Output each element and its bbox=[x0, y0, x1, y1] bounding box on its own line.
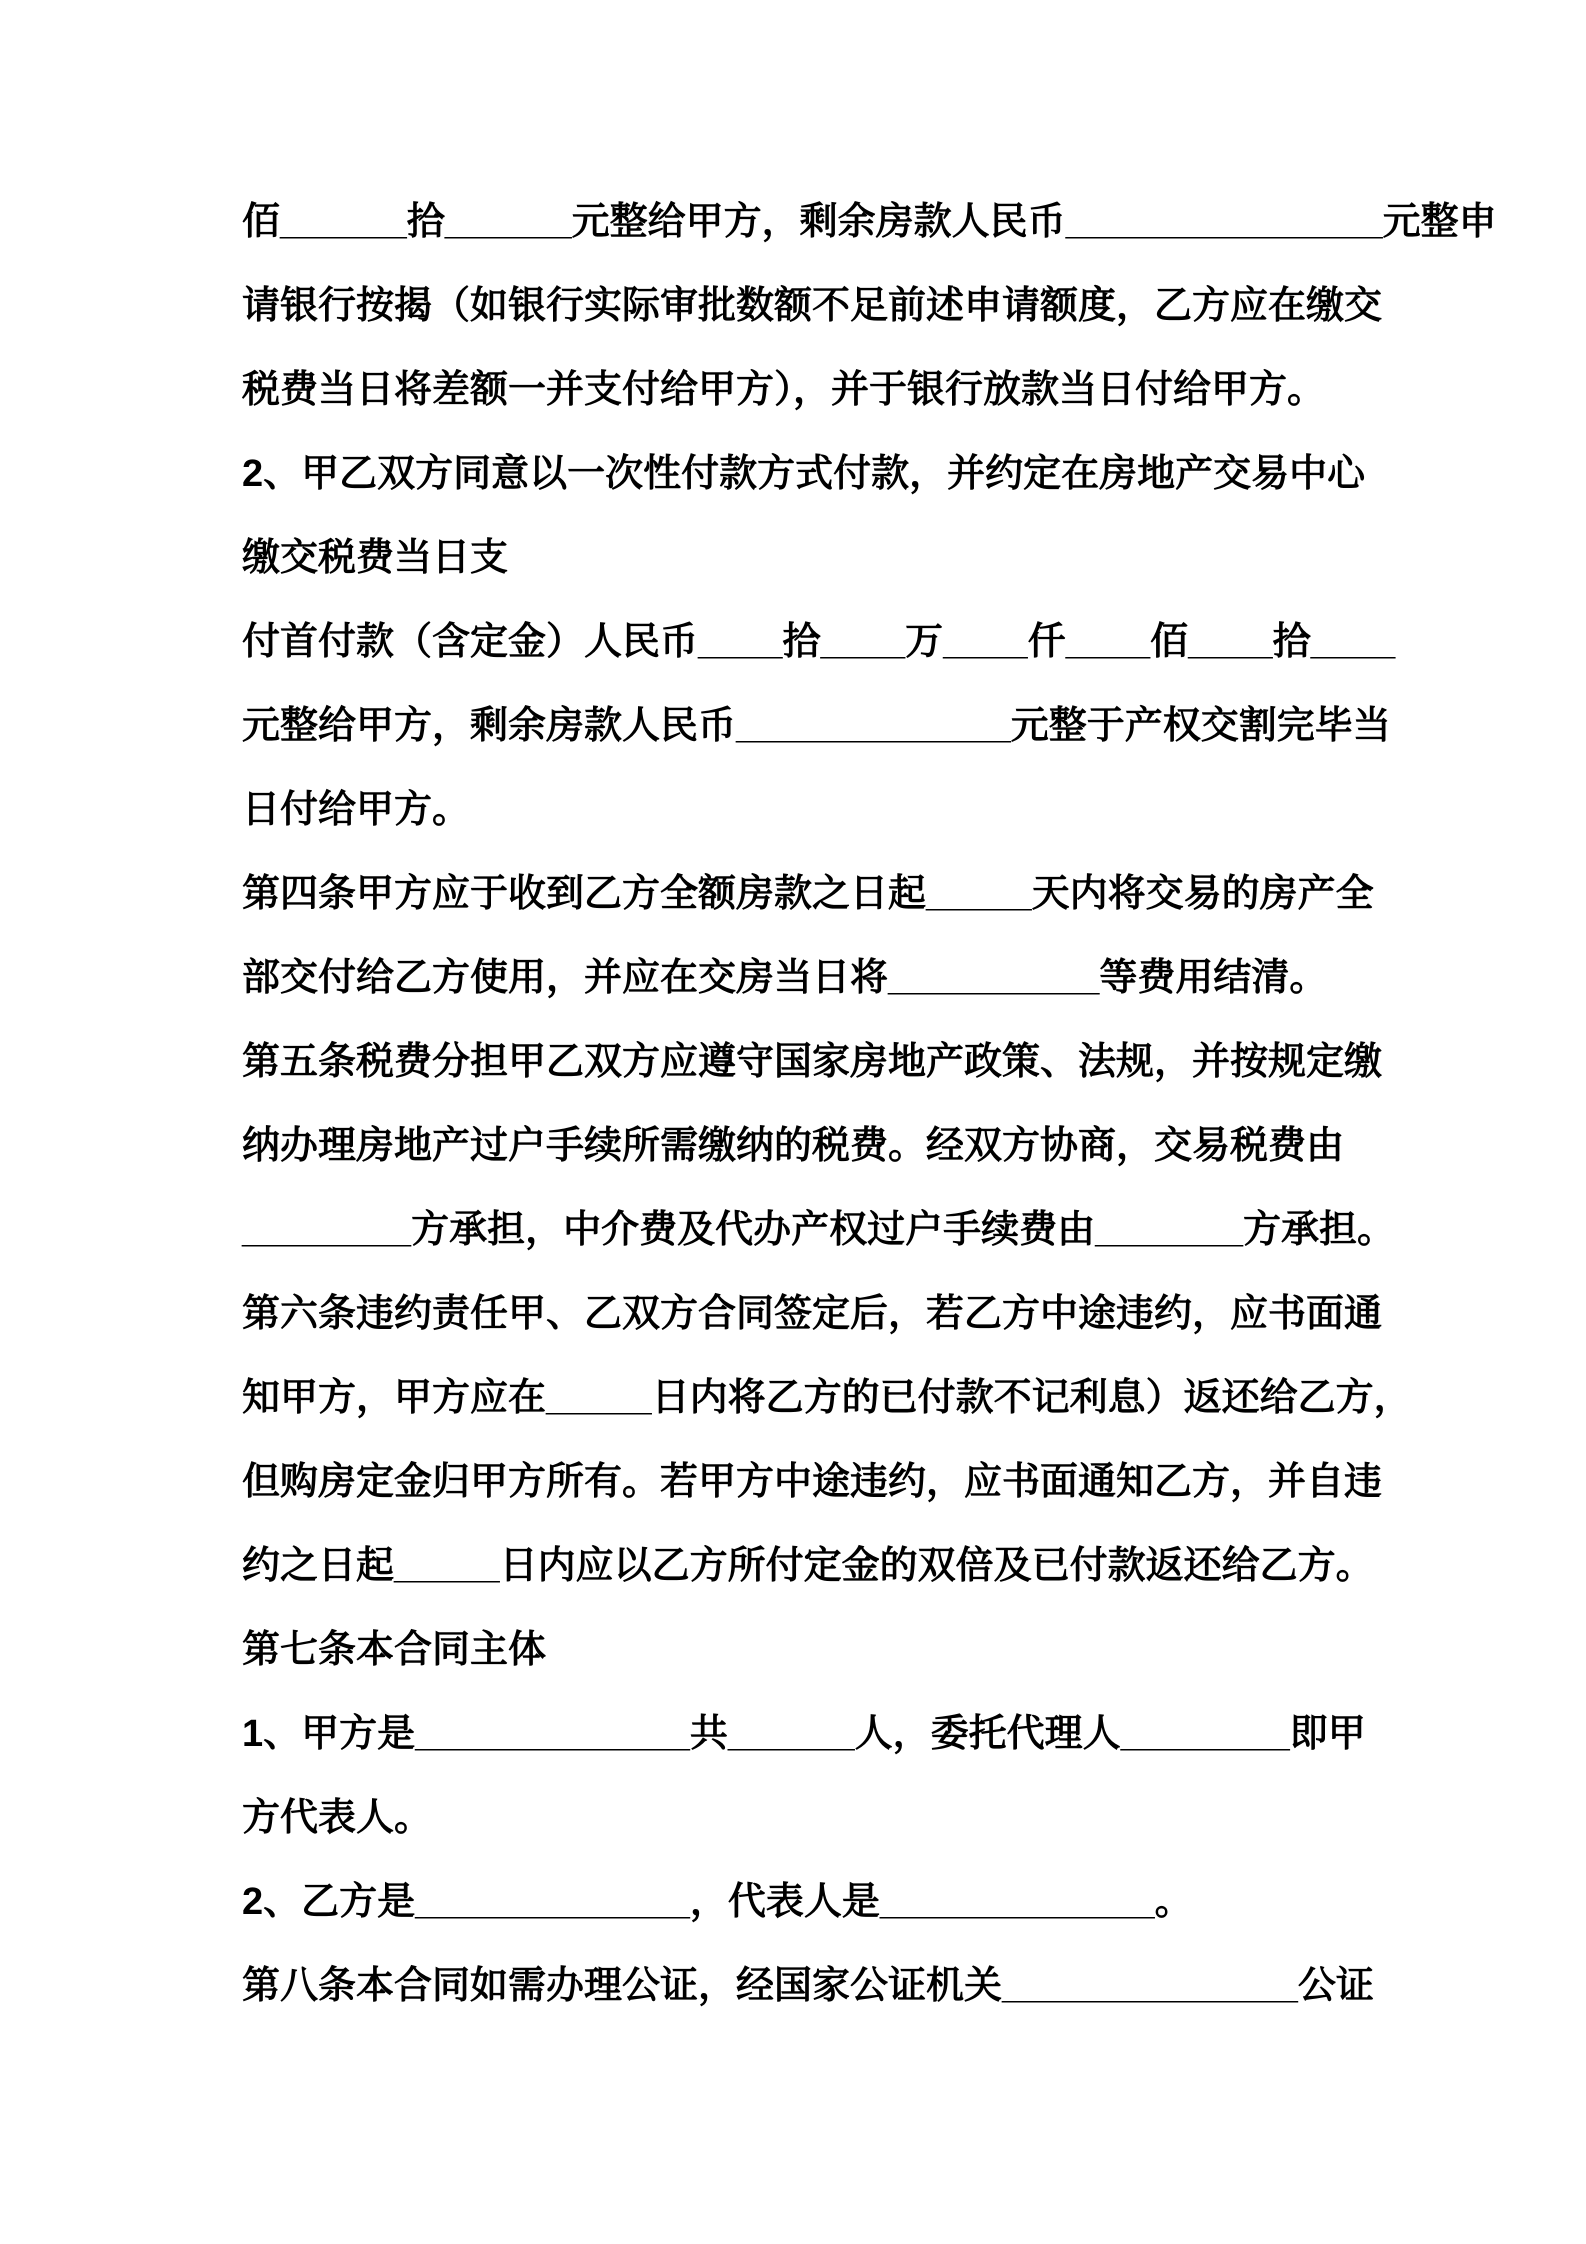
contract-line: 日付给甲方。 bbox=[242, 789, 471, 831]
contract-line: 税费当日将差额一并支付给甲方），并于银行放款当日付给甲方。 bbox=[242, 369, 1326, 411]
contract-line: 部交付给乙方使用，并应在交房当日将__________等费用结清。 bbox=[242, 957, 1328, 999]
contract-line: 元整给甲方，剩余房款人民币_____________元整于产权交割完毕当 bbox=[242, 705, 1391, 747]
contract-line: 方代表人。 bbox=[242, 1797, 433, 1839]
contract-line: 第八条本合同如需办理公证，经国家公证机关______________公证 bbox=[242, 1965, 1374, 2007]
contract-line: 2、乙方是_____________，代表人是_____________。 bbox=[242, 1881, 1193, 1923]
contract-line: 第六条违约责任甲、乙双方合同签定后，若乙方中途违约，应书面通 bbox=[242, 1293, 1383, 1335]
contract-line: 付首付款（含定金）人民币____拾____万____仟____佰____拾____ bbox=[242, 621, 1396, 663]
contract-line: ________方承担，中介费及代办产权过户手续费由_______方承担。 bbox=[242, 1209, 1396, 1251]
contract-line: 但购房定金归甲方所有。若甲方中途违约，应书面通知乙方，并自违 bbox=[242, 1461, 1383, 1503]
contract-line: 缴交税费当日支 bbox=[242, 537, 509, 579]
contract-line: 请银行按揭（如银行实际审批数额不足前述申请额度，乙方应在缴交 bbox=[242, 285, 1383, 327]
contract-line: 第七条本合同主体 bbox=[242, 1629, 547, 1671]
contract-line: 约之日起_____日内应以乙方所付定金的双倍及已付款返还给乙方。 bbox=[242, 1545, 1374, 1587]
contract-line: 2、甲乙双方同意以一次性付款方式付款，并约定在房地产交易中心 bbox=[242, 453, 1366, 495]
contract-text-block bbox=[242, 180, 1497, 2028]
contract-line: 第四条甲方应于收到乙方全额房款之日起_____天内将交易的房产全 bbox=[242, 873, 1374, 915]
contract-line: 第五条税费分担甲乙双方应遵守国家房地产政策、法规，并按规定缴 bbox=[242, 1041, 1383, 1083]
contract-line: 佰______拾______元整给甲方，剩余房款人民币_______________元整申 bbox=[242, 201, 1497, 243]
contract-line: 纳办理房地产过户手续所需缴纳的税费。经双方协商，交易税费由 bbox=[242, 1125, 1345, 1167]
contract-line: 1、甲方是_____________共______人，委托代理人________即甲 bbox=[242, 1713, 1366, 1755]
contract-line: 知甲方，甲方应在_____日内将乙方的已付款不记利息）返还给乙方， bbox=[242, 1377, 1412, 1419]
